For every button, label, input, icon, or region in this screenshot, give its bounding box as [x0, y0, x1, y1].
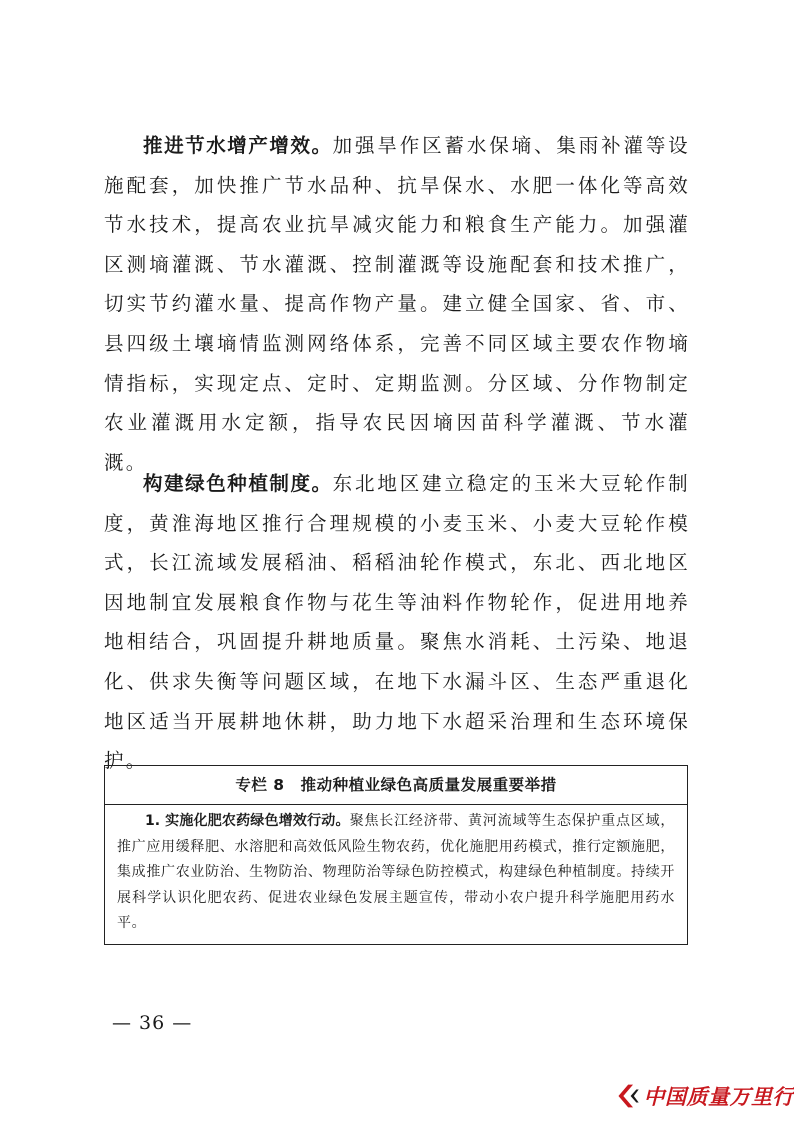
- column-box-item-body: 聚焦长江经济带、黄河流域等生态保护重点区域，推广应用缓释肥、水溶肥和高效低风险生物农药，优化施肥用药模式，推行定额施肥，集成推广农业防治、生物防治、物理防治等绿色防控模式，构建绿色种植制度。持续开展科学认识化肥农药、促进农业绿色发展主题宣传，带动小农户提升科学施肥用药水平。: [117, 813, 676, 931]
- watermark-text: 中国质量万里行: [643, 1085, 794, 1109]
- paragraph-lead: 构建绿色种植制度。: [143, 472, 333, 495]
- paragraph-green-planting: [104, 464, 690, 781]
- column-box: [104, 765, 688, 945]
- page-number: — 36 —: [112, 1012, 193, 1034]
- paragraph-body: 东北地区建立稳定的玉米大豆轮作制度，黄淮海地区推行合理规模的小麦玉米、小麦大豆轮作模式，长江流域发展稻油、稻稻油轮作模式，东北、西北地区因地制宜发展粮食作物与花生等油料作物轮作，促进用地养地相结合，巩固提升耕地质量。聚焦水消耗、土污染、地退化、供求失衡等问题区域，在地下水漏斗区、生态严重退化地区适当开展耕地休耕，助力地下水超采治理和生态环境保护。: [104, 472, 690, 773]
- paragraph-water-saving: [104, 126, 690, 482]
- column-box-title: 专栏 8 推动种植业绿色高质量发展重要举措: [105, 766, 687, 805]
- paragraph-body: 加强旱作区蓄水保墒、集雨补灌等设施配套，加快推广节水品种、抗旱保水、水肥一体化等高效节水技术，提高农业抗旱减灾能力和粮食生产能力。加强灌区测墒灌溉、节水灌溉、控制灌溉等设施配套和技术推广，切实节约灌水量、提高作物产量。建立健全国家、省、市、县四级土壤墒情监测网络体系，完善不同区域主要农作物墒情指标，实现定点、定时、定期监测。分区域、分作物制定农业灌溉用水定额，指导农民因墒因苗科学灌溉、节水灌溉。: [104, 134, 690, 474]
- column-box-item: [105, 805, 687, 937]
- red-chevron-logo-icon: [612, 1079, 640, 1113]
- watermark: [612, 1077, 794, 1115]
- column-box-item-lead: 1. 实施化肥农药绿色增效行动。: [145, 813, 350, 829]
- paragraph-lead: 推进节水增产增效。: [143, 134, 333, 157]
